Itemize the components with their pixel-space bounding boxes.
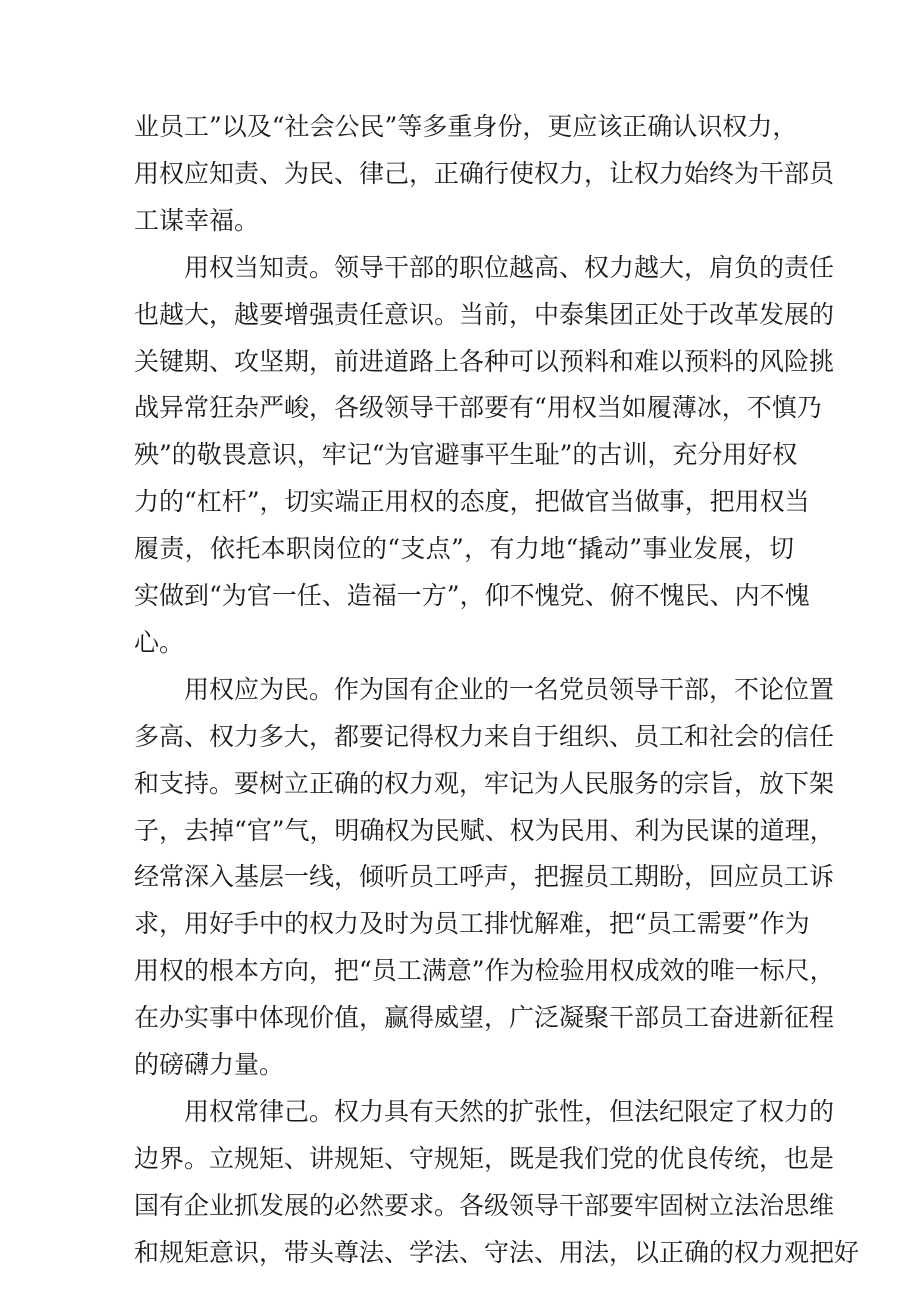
document-line: 战异常狂杂严峻，各级领导干部要有“用权当如履薄冰，不慎乃	[134, 393, 822, 423]
document-line: 求，用好手中的权力及时为员工排忧解难，把“员工需要”作为	[134, 909, 810, 939]
document-line: 用权应为民。作为国有企业的一名党员领导干部，不论位置	[184, 674, 835, 704]
document-line: 用权的根本方向，把“员工满意”作为检验用权成效的唯一标尺，	[134, 956, 835, 986]
document-line: 殃”的敬畏意识，牢记“为官避事平生耻”的古训，充分用好权	[134, 440, 798, 470]
document-line: 的磅礴力量。	[134, 1050, 285, 1079]
document-line: 国有企业抓发展的必然要求。各级领导干部要牢固树立法治思维	[134, 1190, 835, 1220]
document-line: 经常深入基层一线，倾听员工呼声，把握员工期盼，回应员工诉	[134, 862, 835, 892]
document-line: 业员工”以及“社会公民”等多重身份，更应该正确认识权力，	[134, 112, 798, 141]
document-line: 和支持。要树立正确的权力观，牢记为人民服务的宗旨，放下架	[134, 768, 835, 798]
document-line: 在办实事中体现价值，赢得威望，广泛凝聚干部员工奋进新征程	[134, 1003, 835, 1033]
document-line: 和规矩意识，带头尊法、学法、守法、用法，以正确的权力观把好	[134, 1237, 860, 1267]
document-line: 实做到“为官一任、造福一方”，仰不愧党、俯不愧民、内不愧	[134, 581, 810, 610]
document-line: 用权应知责、为民、律己，正确行使权力，让权力始终为干部员	[134, 158, 835, 188]
document-line: 用权当知责。领导干部的职位越高、权力越大，肩负的责任	[184, 252, 835, 282]
document-line: 边界。立规矩、讲规矩、守规矩，既是我们党的优良传统，也是	[134, 1143, 835, 1173]
document-line: 心。	[134, 627, 185, 657]
document-line: 工谋幸福。	[134, 205, 260, 235]
document-line: 也越大，越要增强责任意识。当前，中泰集团正处于改革发展的	[134, 299, 835, 329]
document-line: 关键期、攻坚期，前进道路上各种可以预料和难以预料的风险挑	[134, 346, 835, 376]
document-line: 子，去掉“官”气，明确权为民赋、权为民用、利为民谋的道理，	[134, 815, 835, 845]
document-line: 履责，依托本职岗位的“支点”，有力地“撬动”事业发展，切	[134, 534, 794, 564]
document-line: 多高、权力多大，都要记得权力来自于组织、员工和社会的信任	[134, 721, 835, 751]
document-line: 力的“杠杆”，切实端正用权的态度，把做官当做事，把用权当	[134, 487, 810, 517]
document-line: 用权常律己。权力具有天然的扩张性，但法纪限定了权力的	[184, 1096, 835, 1126]
